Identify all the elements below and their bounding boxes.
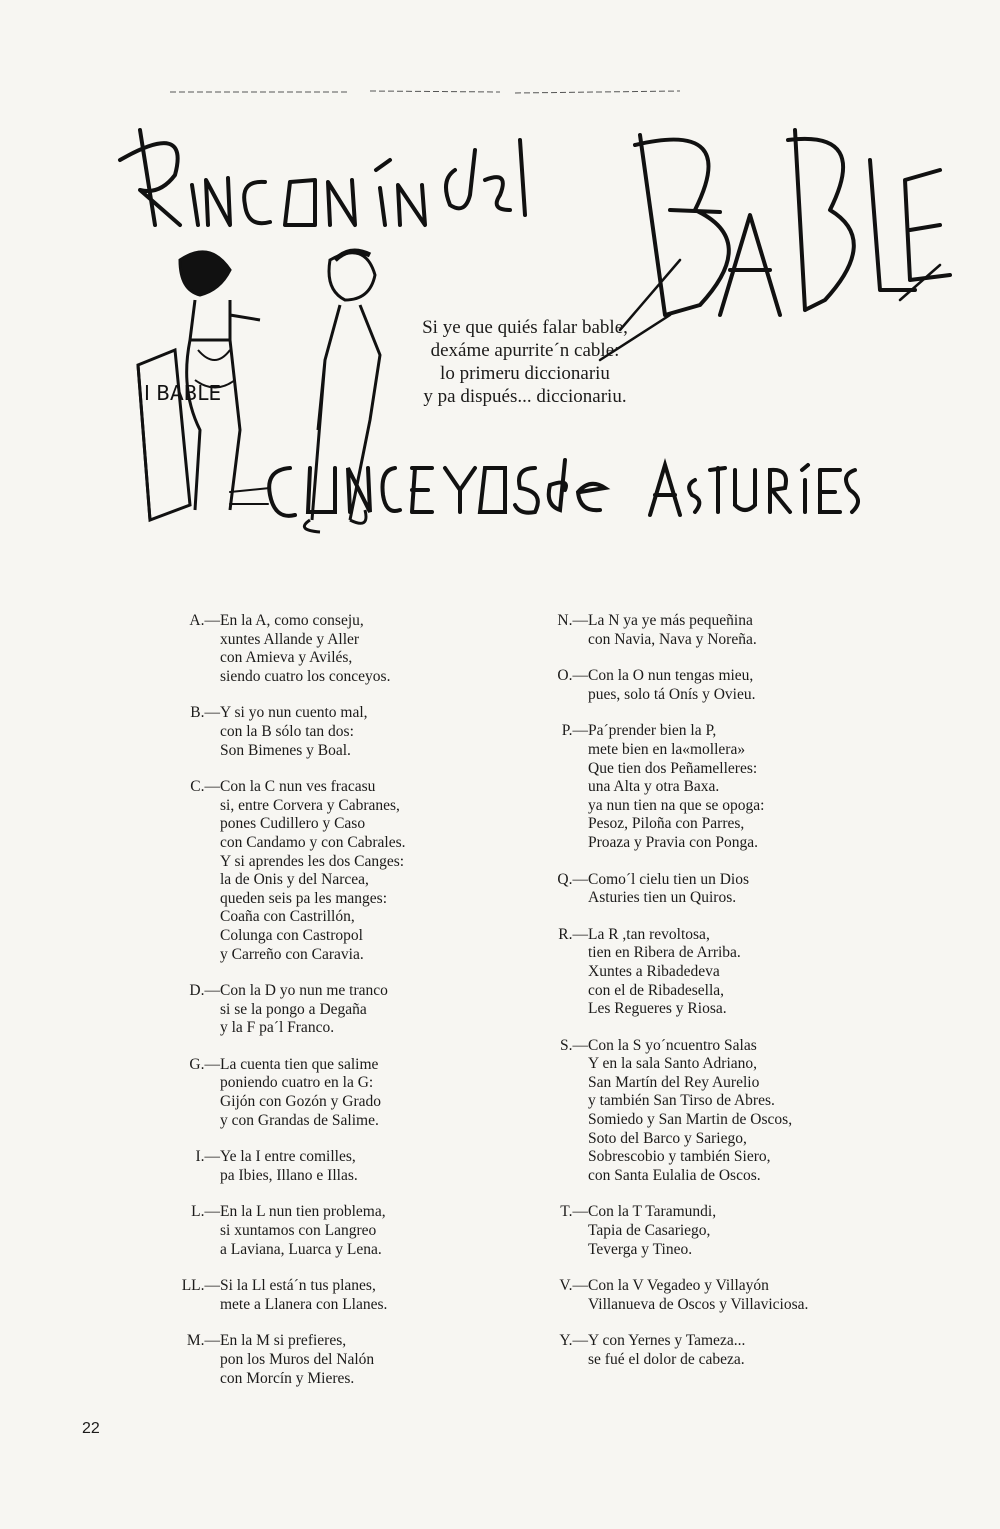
- intro-line: Si ye que quiés falar bable,: [422, 317, 628, 338]
- verse-line: mete bien en la«mollera»: [588, 740, 746, 758]
- verse-line: La R ,tan revoltosa,: [588, 925, 710, 943]
- verse-line: En la A, como conseju,: [220, 612, 364, 629]
- verse-line: Xuntes a Ribadedeva: [588, 962, 720, 980]
- verse-line: Con la T Taramundi,: [588, 1203, 717, 1221]
- verse-line: Les Regueres y Riosa.: [588, 1000, 727, 1018]
- verse-entry: [540, 1332, 870, 1369]
- verse-line: Con la C nun ves fracasu: [220, 778, 376, 796]
- verse-line: xuntes Allande y Aller: [220, 630, 360, 648]
- left-verse-column: [168, 612, 468, 1406]
- right-verse-column: [540, 612, 870, 1388]
- verse-letter-label: A.—: [189, 612, 220, 629]
- verse-entry: [168, 1056, 468, 1130]
- verse-line: si se la pongo a Degaña: [220, 1000, 367, 1018]
- verse-line: con Morcín y Mieres.: [220, 1369, 355, 1387]
- book-spine-label: I BABLE: [144, 381, 222, 405]
- verse-entry: [168, 704, 468, 760]
- verse-line: San Martín del Rey Aurelio: [588, 1073, 760, 1091]
- verse-entry: [168, 612, 468, 686]
- verse-line: La N ya ye más pequeñina: [588, 612, 753, 629]
- verse-line: Y si aprendes les dos Canges:: [220, 852, 405, 870]
- verse-line: y con Grandas de Salime.: [220, 1111, 379, 1129]
- verse-letter-label: M.—: [186, 1332, 220, 1350]
- verse-line: con Santa Eulalia de Oscos.: [588, 1166, 761, 1184]
- verse-line: siendo cuatro los conceyos.: [220, 667, 391, 685]
- verse-entry: [168, 982, 468, 1038]
- verse-letter-label: T.—: [560, 1203, 588, 1221]
- verse-line: ya nun tien na que se opoga:: [588, 796, 765, 814]
- verse-letter-label: S.—: [560, 1036, 588, 1054]
- verse-line: Y en la sala Santo Adriano,: [588, 1055, 758, 1073]
- verse-entry: [168, 1332, 468, 1388]
- verse-line: con Amieva y Avilés,: [220, 649, 353, 667]
- verse-entry: [540, 871, 870, 908]
- intro-line: lo primeru diccionariu: [440, 363, 610, 384]
- verse-letter-label: Y.—: [559, 1332, 588, 1350]
- verse-line: Con la V Vegadeo y Villayón: [588, 1277, 769, 1295]
- verse-line: Coaña con Castrillón,: [220, 908, 355, 926]
- verse-line: con la B sólo tan dos:: [220, 722, 354, 740]
- verse-letter-label: I.—: [195, 1148, 220, 1166]
- verse-line: con Navia, Nava y Noreña.: [588, 630, 757, 648]
- verse-line: Si la Ll está´n tus planes,: [220, 1277, 376, 1295]
- intro-line: y pa dispués... diccionariu.: [423, 386, 627, 407]
- verse-line: pon los Muros del Nalón: [220, 1351, 375, 1368]
- verse-line: Ye la I entre comilles,: [220, 1148, 356, 1166]
- verse-letter-label: R.—: [558, 925, 588, 943]
- page-number: 22: [82, 1420, 100, 1437]
- verse-line: Pesoz, Piloña con Parres,: [588, 815, 745, 833]
- verse-line: con el de Ribadesella,: [588, 981, 725, 999]
- verse-letter-label: G.—: [189, 1055, 220, 1073]
- verse-line: mete a Llanera con Llanes.: [220, 1295, 388, 1313]
- verse-line: queden seis pa les manges:: [220, 889, 388, 907]
- verse-letter-label: D.—: [189, 982, 220, 1000]
- verse-line: Con la S yo´ncuentro Salas: [588, 1036, 757, 1054]
- verse-line: Y con Yernes y Tameza...: [588, 1332, 746, 1350]
- intro-line: dexáme apurrite´n cable:: [430, 340, 620, 361]
- verse-line: y también San Tirso de Abres.: [588, 1092, 775, 1110]
- verse-entry: [540, 1037, 870, 1186]
- verse-line: pues, solo tá Onís y Ovieu.: [588, 685, 756, 703]
- verse-line: Como´l cielu tien un Dios: [588, 870, 750, 888]
- verse-line: Son Bimenes y Boal.: [220, 741, 351, 759]
- verse-entry: [540, 926, 870, 1019]
- verse-line: Pa´prender bien la P,: [588, 722, 717, 740]
- verse-entry: [540, 1203, 870, 1259]
- verse-line: En la M si prefieres,: [220, 1332, 347, 1350]
- verse-line: Somiedo y San Martin de Oscos,: [588, 1111, 793, 1129]
- verse-line: si xuntamos con Langreo: [220, 1222, 377, 1240]
- verse-entry: [540, 722, 870, 852]
- verse-line: Y si yo nun cuento mal,: [220, 704, 368, 722]
- verse-entry: [168, 1277, 468, 1314]
- verse-line: Asturies tien un Quiros.: [588, 889, 737, 907]
- verse-letter-label: V.—: [559, 1277, 588, 1295]
- verse-line: Proaza y Pravia con Ponga.: [588, 833, 759, 851]
- verse-letter-label: C.—: [190, 778, 220, 796]
- verse-line: Que tien dos Peñamelleres:: [588, 759, 758, 777]
- verse-line: y Carreño con Caravia.: [220, 945, 364, 963]
- verse-line: Con la O nun tengas mieu,: [588, 667, 754, 685]
- verse-letter-label: P.—: [561, 722, 588, 740]
- verse-line: Tapia de Casariego,: [588, 1222, 711, 1240]
- verse-line: a Laviana, Luarca y Lena.: [220, 1240, 382, 1258]
- verse-line: Villanueva de Oscos y Villaviciosa.: [588, 1295, 809, 1313]
- verse-line: Gijón con Gozón y Grado: [220, 1093, 381, 1111]
- verse-line: Colunga con Castropol: [220, 926, 363, 944]
- verse-line: Sobrescobio y también Siero,: [588, 1148, 771, 1166]
- verse-line: En la L nun tien problema,: [220, 1203, 386, 1221]
- verse-line: pones Cudillero y Caso: [220, 815, 366, 833]
- verse-entry: [540, 667, 870, 704]
- verse-line: la de Onis y del Narcea,: [220, 871, 369, 889]
- verse-line: Soto del Barco y Sariego,: [588, 1129, 747, 1147]
- verse-line: pa Ibies, Illano e Illas.: [220, 1166, 358, 1184]
- verse-letter-label: O.—: [557, 667, 588, 685]
- verse-letter-label: LL.—: [181, 1277, 220, 1295]
- verse-line: La cuenta tien que salime: [220, 1055, 379, 1073]
- verse-letter-label: B.—: [190, 704, 220, 722]
- verse-line: con Candamo y con Cabrales.: [220, 833, 406, 851]
- verse-line: poniendo cuatro en la G:: [220, 1074, 374, 1092]
- verse-letter-label: Q.—: [557, 870, 588, 888]
- verse-entry: [168, 778, 468, 964]
- verse-letter-label: N.—: [557, 612, 588, 629]
- verse-line: y la F pa´l Franco.: [220, 1019, 335, 1037]
- intro-verse: [380, 316, 670, 408]
- bable-dictionary-book-drawing: [138, 350, 221, 520]
- subtitle-conceyos-de-asturies: [230, 460, 858, 516]
- verse-line: se fué el dolor de cabeza.: [588, 1351, 745, 1368]
- decorative-top-line: [170, 88, 680, 96]
- verse-line: Teverga y Tineo.: [588, 1240, 693, 1258]
- verse-line: tien en Ribera de Arriba.: [588, 944, 741, 962]
- verse-entry: [540, 612, 870, 649]
- verse-line: una Alta y otra Baxa.: [588, 778, 720, 796]
- verse-entry: [540, 1277, 870, 1314]
- verse-entry: [168, 1203, 468, 1259]
- verse-letter-label: L.—: [191, 1203, 220, 1221]
- verse-entry: [168, 1148, 468, 1185]
- verse-line: si, entre Corvera y Cabranes,: [220, 796, 400, 814]
- verse-line: Con la D yo nun me tranco: [220, 982, 388, 1000]
